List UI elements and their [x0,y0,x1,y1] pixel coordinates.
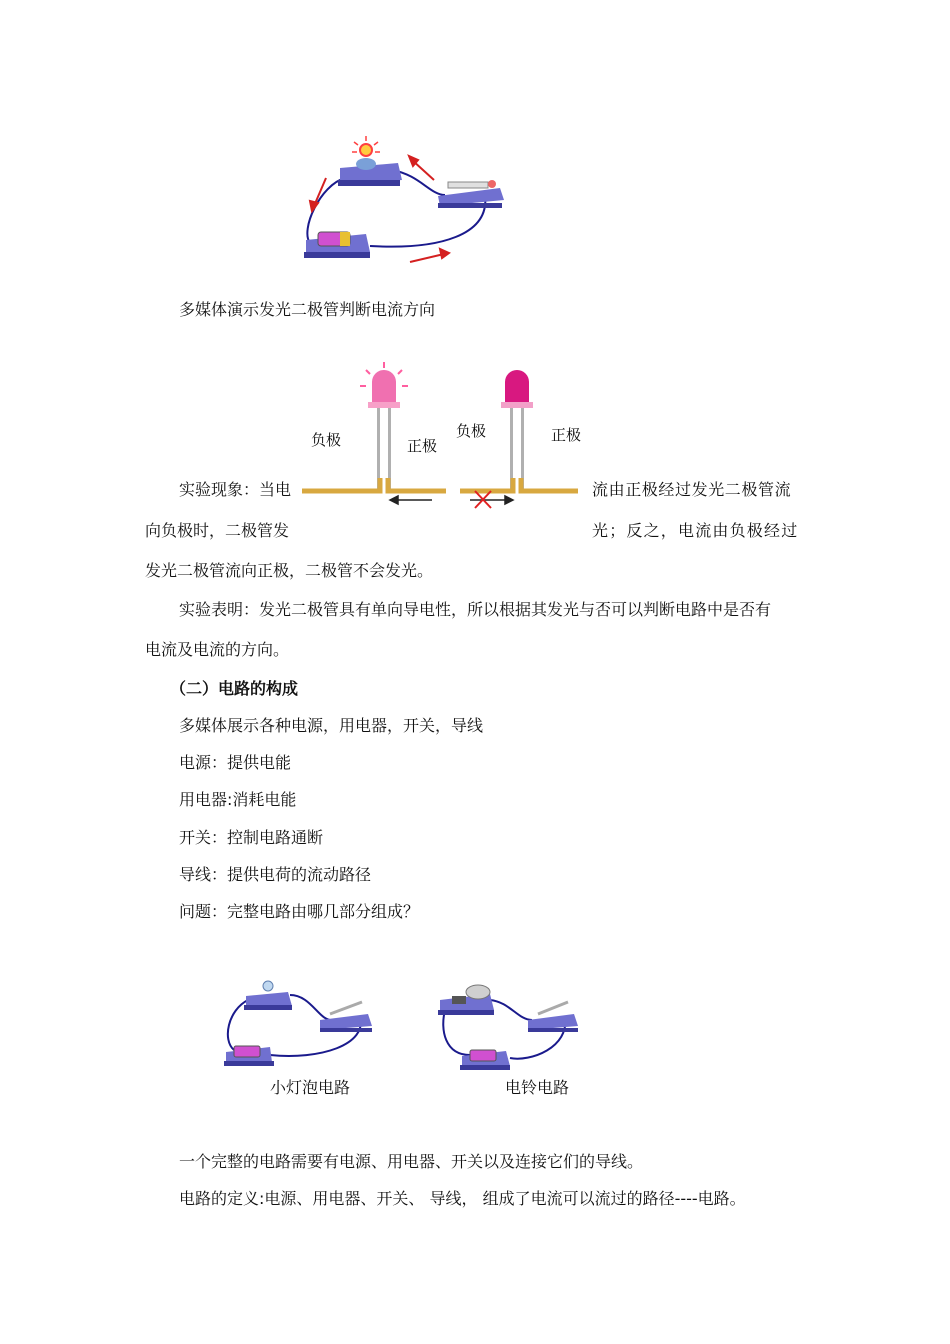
current-arrows [310,156,449,262]
summary-line2: 电路的定义:电源、用电器、开关、 导线， 组成了电流可以流过的路径----电路。 [179,1189,746,1208]
circuit-wire [307,170,485,247]
section-item: 问题：完整电路由哪几部分组成？ [179,902,420,921]
section-item: 多媒体展示各种电源，用电器，开关，导线 [179,716,484,735]
left-negative-label: 负极 [311,431,342,449]
led-board [338,136,402,186]
right-positive-label: 正极 [551,426,582,444]
direction-arrow-left [390,496,432,504]
bell-circuit-caption: 电铃电路 [505,1078,570,1097]
section-item: 用电器:消耗电能 [179,790,297,809]
glowing-led [360,362,408,490]
summary-line1: 一个完整的电路需要有电源、用电器、开关以及连接它们的导线。 [179,1152,644,1171]
battery-board [304,232,370,258]
right-negative-label: 负极 [456,422,487,440]
phenomenon-line1b: 流由正极经过发光二极管流 [592,480,792,499]
section-heading: （二）电路的构成 [170,679,299,698]
phenomenon-line2b: 光；反之，电流由负极经过 [592,521,799,540]
section-item: 开关：控制电路通断 [179,828,324,847]
phenomenon-line3: 发光二极管流向正极，二极管不会发光。 [145,561,434,580]
conclusion-line2: 电流及电流的方向。 [145,640,290,659]
section-item: 导线：提供电荷的流动路径 [179,865,372,884]
conclusion-line1: 实验表明：发光二极管具有单向导电性，所以根据其发光与否可以判断电路中是否有 [179,600,772,619]
direction-arrow-right [470,496,513,504]
section-item: 电源：提供电能 [179,753,292,772]
switch-board [438,180,504,208]
bulb-circuit-caption: 小灯泡电路 [270,1078,351,1097]
figure1-caption: 多媒体演示发光二极管判断电流方向 [179,300,436,319]
phenomenon-line1a: 实验现象：当电 [179,480,292,499]
left-positive-label: 正极 [407,437,438,455]
phenomenon-line2a: 向负极时，二极管发 [145,521,290,540]
blocked-cross-icon [475,491,491,508]
dark-led [501,370,533,490]
